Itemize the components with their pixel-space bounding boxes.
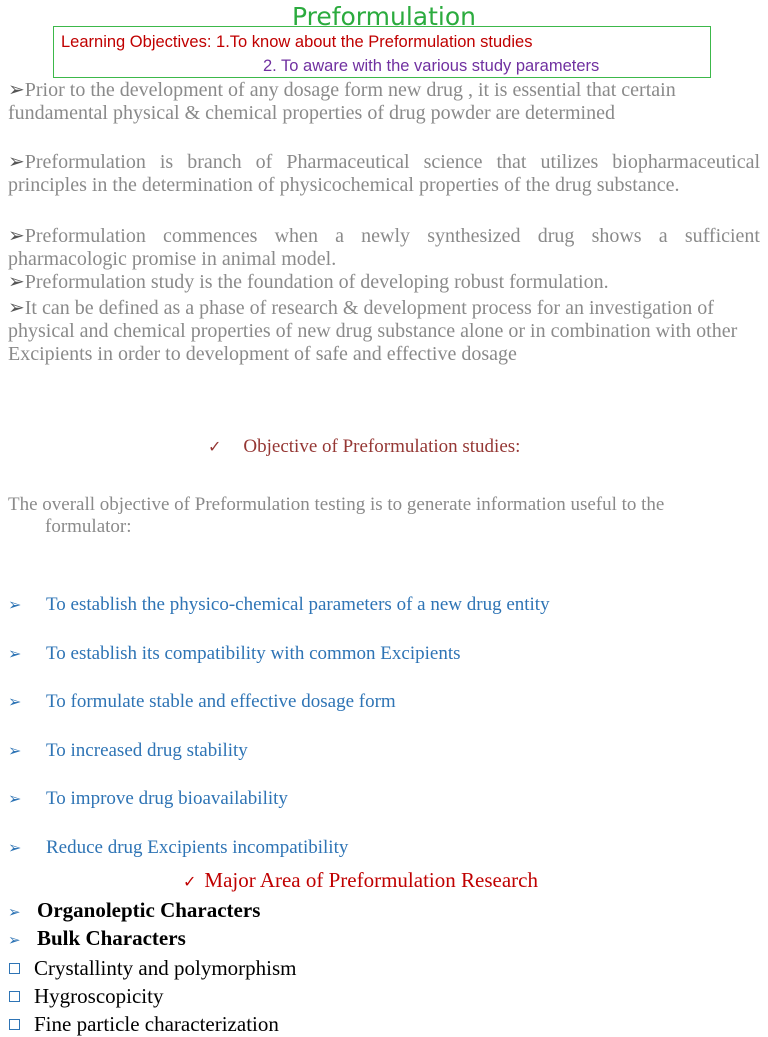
arrow-bullet-icon: ➢ xyxy=(8,789,22,808)
arrow-bullet-icon: ➢ xyxy=(8,903,21,921)
intro-paragraph-3 xyxy=(8,225,760,271)
area-item-text: Crystallinty and polymorphism xyxy=(34,956,297,980)
objective-item-text: To establish the physico-chemical parameters of a new drug entity xyxy=(46,594,550,615)
objective-item xyxy=(8,643,461,665)
area-item-text: Bulk Characters xyxy=(37,926,186,950)
overall-objective-line-1: The overall objective of Preformulation testing is to generate information useful to the xyxy=(8,494,665,515)
arrow-bullet-icon: ➢ xyxy=(8,297,25,319)
intro-paragraph-text: It can be defined as a phase of research & development process for an investigation of physical and chemical properties of new drug substance alone or in combination with other Excipients in order to development of safe and effective dosage xyxy=(8,297,738,365)
arrow-bullet-icon: ➢ xyxy=(8,741,22,760)
objective-item xyxy=(8,837,348,859)
objective-item-text: Reduce drug Excipients incompatibility xyxy=(46,837,349,858)
overall-objective xyxy=(8,494,760,538)
checkmark-icon: ✓ xyxy=(183,872,197,891)
arrow-bullet-icon: ➢ xyxy=(8,931,21,949)
learning-objectives-label: Learning Objectives: xyxy=(61,33,217,51)
intro-paragraph-4 xyxy=(8,271,760,294)
intro-paragraph-5 xyxy=(8,297,760,366)
checkbox-bullet-icon xyxy=(9,1019,20,1030)
objective-item xyxy=(8,594,550,616)
arrow-bullet-icon: ➢ xyxy=(8,225,25,247)
objective-item-text: To improve drug bioavailability xyxy=(46,788,288,809)
overall-objective-line-2: formulator: xyxy=(45,516,132,537)
checkbox-bullet-icon xyxy=(9,963,20,974)
objective-item-text: To increased drug stability xyxy=(46,740,248,761)
area-item xyxy=(8,1012,279,1037)
intro-paragraph-text: Prior to the development of any dosage form new drug , it is essential that certain fundamental physical & chemical properties of drug powder are determined xyxy=(8,79,676,124)
area-item-text: Hygroscopicity xyxy=(34,984,164,1008)
arrow-bullet-icon: ➢ xyxy=(8,838,22,857)
arrow-bullet-icon: ➢ xyxy=(8,595,22,614)
area-item xyxy=(8,898,260,923)
objective-heading xyxy=(208,436,520,458)
arrow-bullet-icon: ➢ xyxy=(8,151,25,173)
arrow-bullet-icon: ➢ xyxy=(8,692,22,711)
area-item-text: Fine particle characterization xyxy=(34,1012,279,1036)
major-area-heading xyxy=(183,868,538,893)
objective-item xyxy=(8,691,396,713)
intro-paragraph-text: Preformulation commences when a newly synthesized drug shows a sufficient pharmacologic promise in animal model. xyxy=(8,225,760,270)
checkmark-icon: ✓ xyxy=(208,437,222,456)
major-area-heading-text: Major Area of Preformulation Research xyxy=(204,868,538,892)
learning-objective-1: 1.To know about the Preformulation studies xyxy=(216,33,533,51)
objective-item xyxy=(8,788,288,810)
intro-paragraph-text: Preformulation is branch of Pharmaceutical science that utilizes biopharmaceutical principles in the determination of physicochemical properties of the drug substance. xyxy=(8,151,760,196)
arrow-bullet-icon: ➢ xyxy=(8,271,25,293)
objective-heading-text: Objective of Preformulation studies: xyxy=(243,436,521,457)
area-item xyxy=(8,956,297,981)
arrow-bullet-icon: ➢ xyxy=(8,644,22,663)
intro-paragraph-text: Preformulation study is the foundation of developing robust formulation. xyxy=(24,271,609,293)
objective-item xyxy=(8,740,248,762)
area-item xyxy=(8,984,163,1009)
intro-paragraph-1 xyxy=(8,79,760,125)
arrow-bullet-icon: ➢ xyxy=(8,79,25,101)
objective-item-text: To formulate stable and effective dosage form xyxy=(46,691,396,712)
page-title: Preformulation xyxy=(291,2,477,31)
learning-objectives-line-1 xyxy=(61,32,532,52)
checkbox-bullet-icon xyxy=(9,991,20,1002)
objective-item-text: To establish its compatibility with common Excipients xyxy=(46,643,461,664)
intro-paragraph-2 xyxy=(8,151,760,197)
area-item xyxy=(8,926,186,951)
learning-objective-2: 2. To aware with the various study parameters xyxy=(263,57,600,75)
area-item-text: Organoleptic Characters xyxy=(37,898,261,922)
